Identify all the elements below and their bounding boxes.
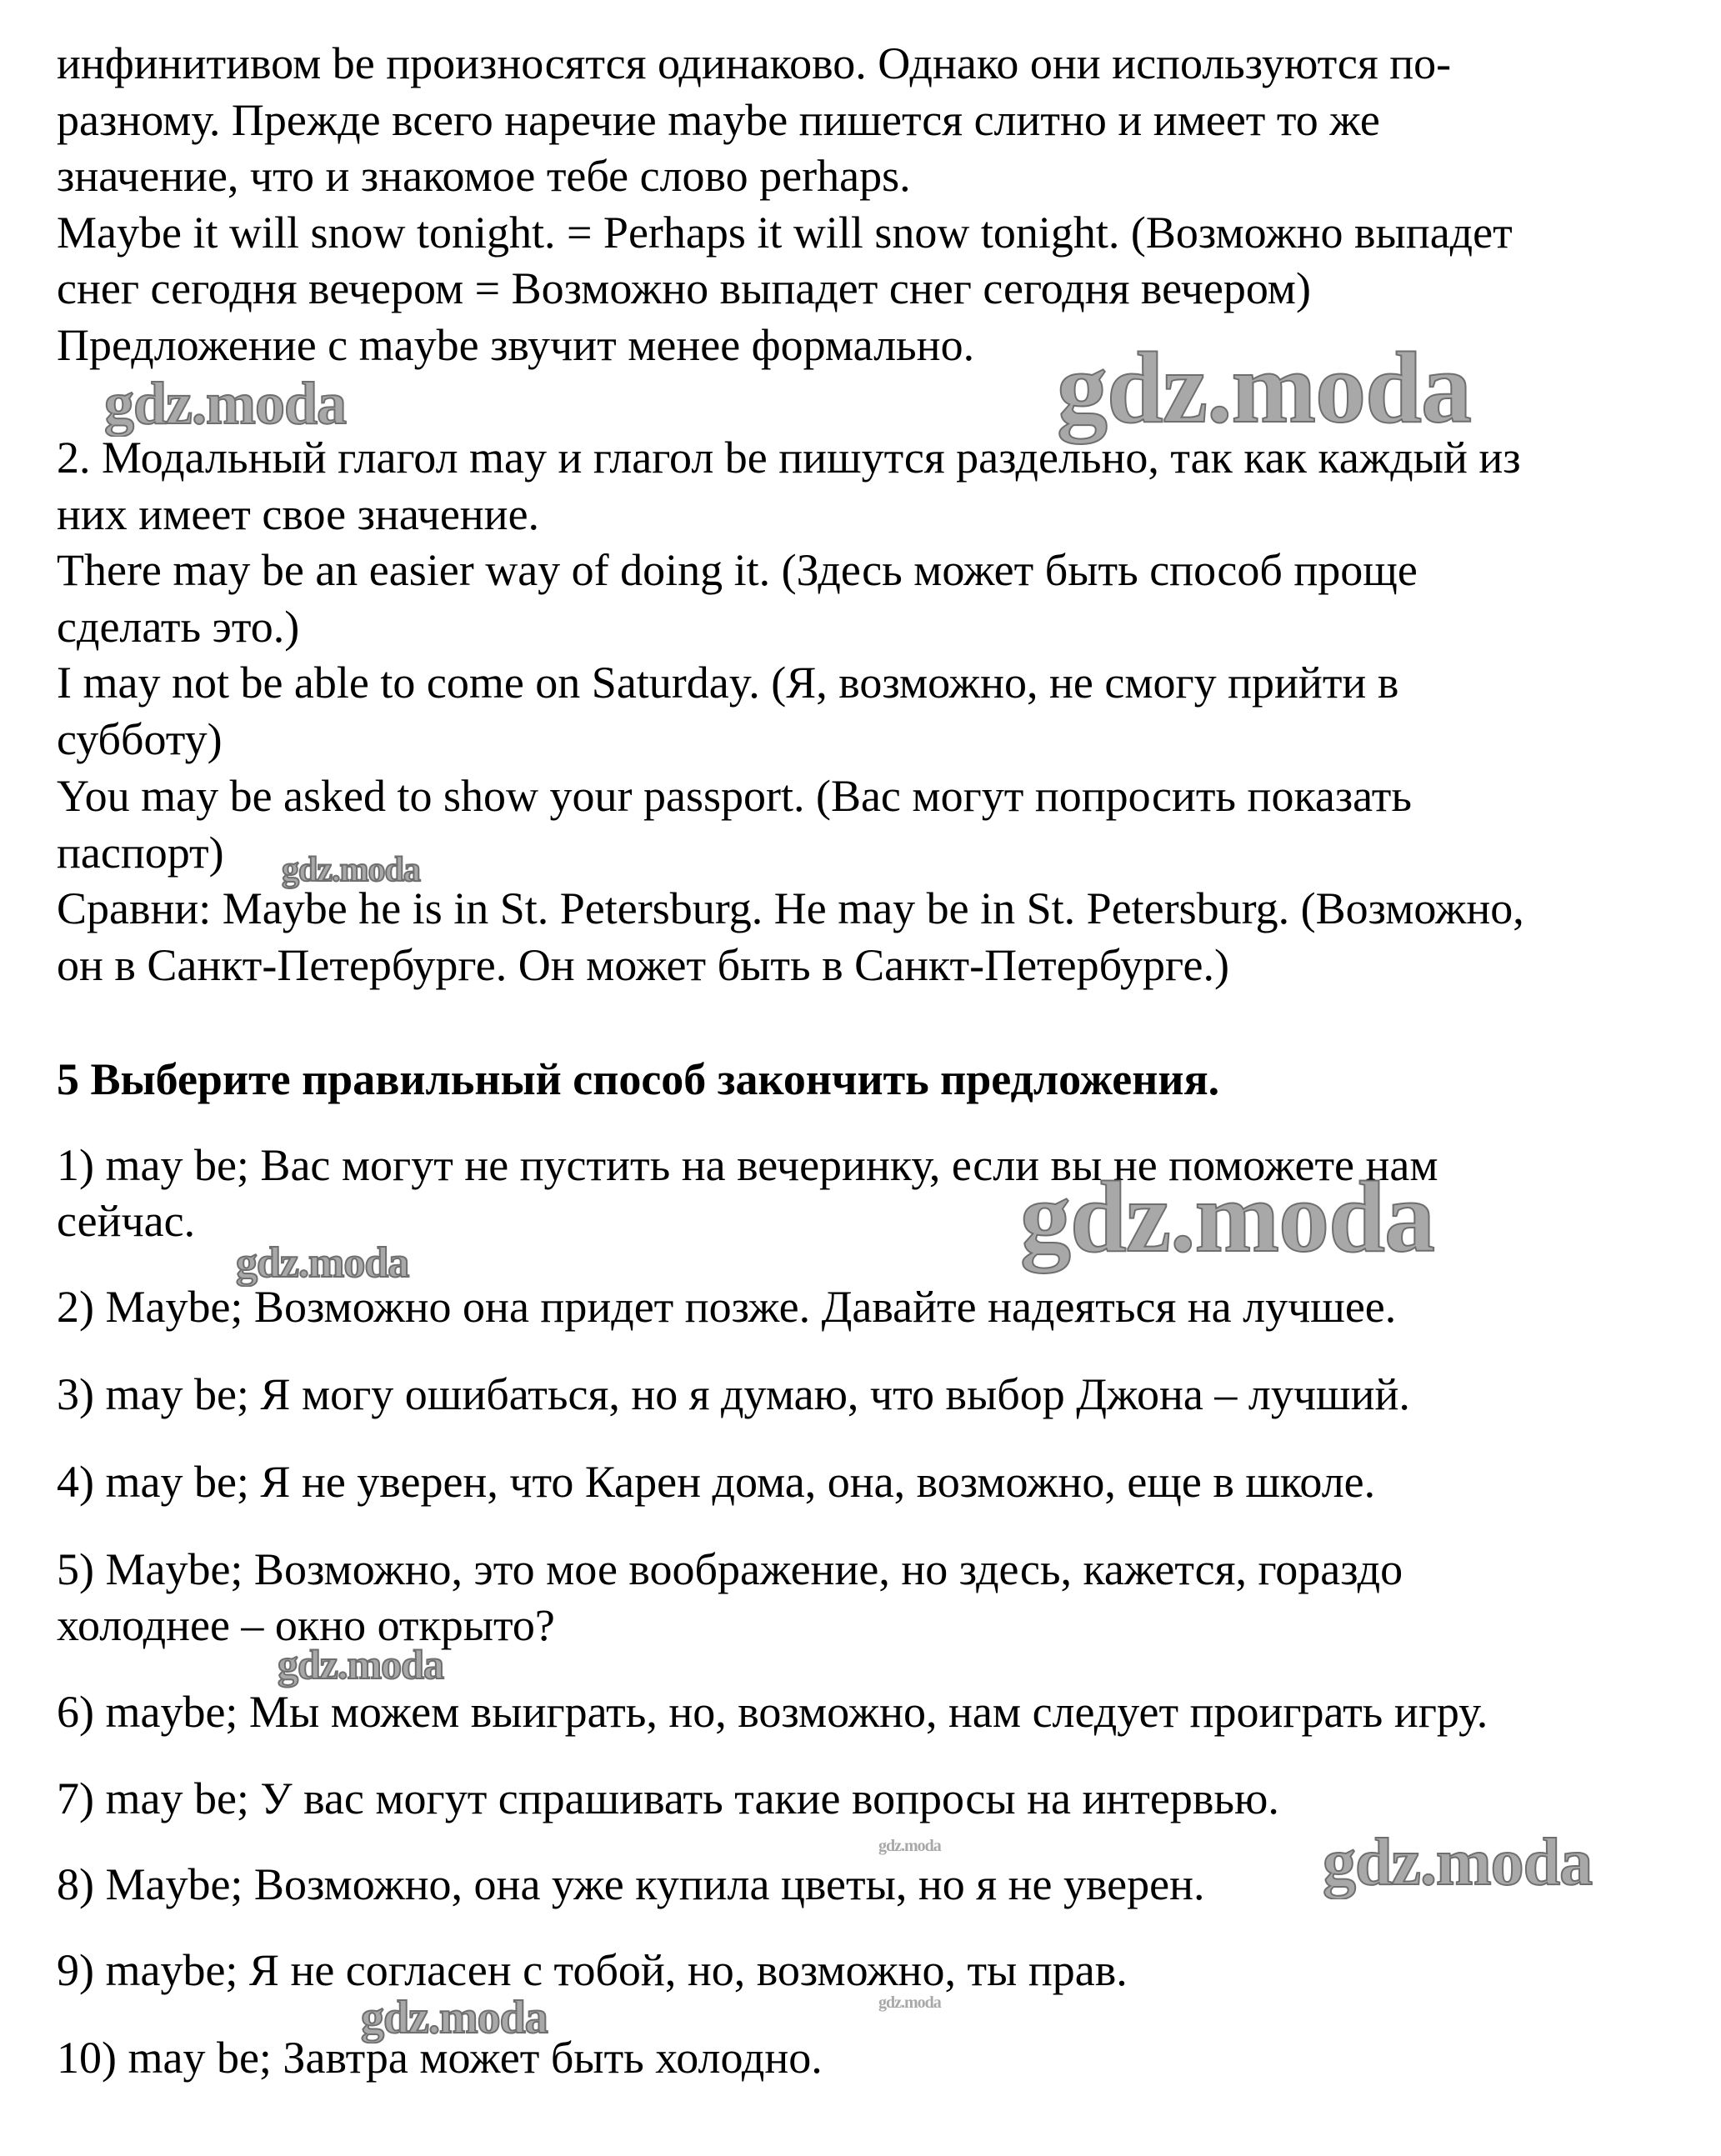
text-line: 2. Модальный глагол may и глагол be пишутся раздельно, так как каждый из [57,433,1521,483]
text-line: них имеет свое значение. [57,489,540,539]
text-line: сделать это.) [57,602,300,652]
watermark: gdz.moda [878,1837,941,1855]
text-line: инфинитивом be произносятся одинаково. Однако они используются по- [57,38,1452,88]
text-line: разному. Прежде всего наречие maybe пишется слитно и имеет то же [57,95,1380,145]
text-line: I may not be able to come on Saturday. (Я, возможно, не смогу прийти в [57,658,1399,708]
watermark: gdz.moda [1057,332,1471,444]
text-line: значение, что и знакомое тебе слово perhaps. [57,151,911,201]
watermark: gdz.moda [1323,1826,1593,1899]
watermark: gdz.moda [1020,1161,1434,1273]
text-line: Сравни: Maybe he is in St. Petersburg. He may be in St. Petersburg. (Возможно, [57,883,1524,933]
text-line: паспорт) [57,828,224,878]
answer-line: 9) maybe; Я не согласен с тобой, но, возможно, ты прав. [57,1945,1128,1995]
answer-line: 4) may be; Я не уверен, что Карен дома, она, возможно, еще в школе. [57,1457,1376,1507]
text-line: снег сегодня вечером = Возможно выпадет снег сегодня вечером) [57,263,1311,313]
exercise-heading: 5 Выберите правильный способ закончить предложения. [57,1054,1220,1104]
answer-line: 5) Maybe; Возможно, это мое воображение, но здесь, кажется, гораздо [57,1544,1403,1594]
watermark: gdz.moda [878,1993,941,2012]
answer-line: сейчас. [57,1196,196,1246]
watermark: gdz.moda [282,851,420,889]
text-line: You may be asked to show your passport. (Вас могут попросить показать [57,771,1412,821]
answer-line: 3) may be; Я могу ошибаться, но я думаю, что выбор Джона – лучший. [57,1369,1410,1419]
answer-line: 10) may be; Завтра может быть холодно. [57,2033,823,2083]
answer-line: 7) may be; У вас могут спрашивать такие вопросы на интервью. [57,1773,1279,1823]
answer-line: 2) Maybe; Возможно она придет позже. Давайте надеяться на лучшее. [57,1282,1397,1332]
text-line: Maybe it will snow tonight. = Perhaps it will snow tonight. (Возможно выпадет [57,208,1513,258]
watermark: gdz.moda [104,370,347,437]
watermark: gdz.moda [361,1992,548,2043]
answer-line: 8) Maybe; Возможно, она уже купила цветы, но я не уверен. [57,1859,1205,1909]
text-line: Предложение с maybe звучит менее формально. [57,320,975,370]
answer-line: 1) may be; Вас могут не пустить на вечеринку, если вы не поможете нам [57,1140,1438,1190]
watermark: gdz.moda [236,1239,409,1287]
answer-line: 6) maybe; Мы можем выиграть, но, возможно, нам следует проиграть игру. [57,1687,1488,1737]
watermark: gdz.moda [278,1641,443,1688]
text-line: субботу) [57,714,223,764]
text-line: он в Санкт-Петербурге. Он может быть в Санкт-Петербурге.) [57,940,1229,990]
answer-line: холоднее – окно открыто? [57,1600,555,1650]
text-line: There may be an easier way of doing it. (Здесь может быть способ проще [57,545,1418,595]
